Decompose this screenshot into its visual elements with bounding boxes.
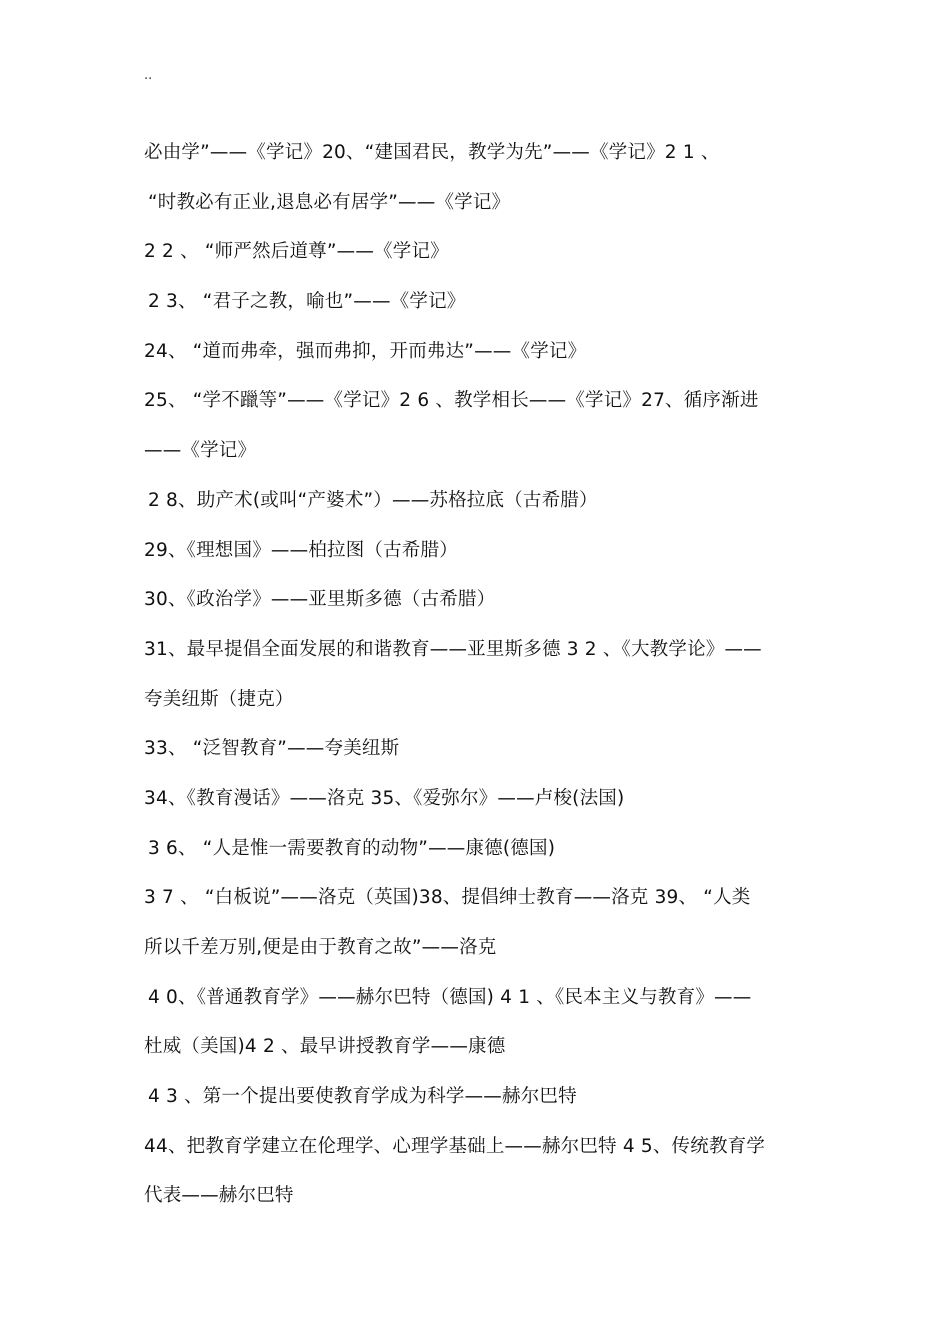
text-line: 必由学”——《学记》20、“建国君民，教学为先”——《学记》2 1 、 <box>144 142 720 163</box>
text-line: 代表——赫尔巴特 <box>144 1185 294 1207</box>
text-line: 30、《政治学》——亚里斯多德（古希腊） <box>144 589 496 611</box>
document-body <box>144 128 824 1221</box>
text-line: 44、把教育学建立在伦理学、心理学基础上——赫尔巴特 4 5、传统教育学 <box>144 1135 766 1157</box>
text-line: 4 3 、第一个提出要使教育学成为科学——赫尔巴特 <box>148 1086 577 1108</box>
text-line: 31、最早提倡全面发展的和谐教育——亚里斯多德 3 2 、《大教学论》—— <box>144 638 762 660</box>
text-line: 29、《理想国》——柏拉图（古希腊） <box>144 539 458 561</box>
text-line: 杜威（美国)4 2 、最早讲授教育学——康德 <box>144 1036 506 1058</box>
text-line: 2 3、 “君子之教，喻也”——《学记》 <box>148 291 466 313</box>
text-line: 2 2 、 “师严然后道尊”——《学记》 <box>144 241 449 263</box>
text-line: 4 0、《普通教育学》——赫尔巴特（德国) 4 1 、《民本主义与教育》—— <box>148 986 752 1008</box>
text-line: 33、 “泛智教育”——夸美纽斯 <box>144 738 400 760</box>
text-line: 2 8、助产术(或叫“产婆术”）——苏格拉底（古希腊） <box>148 489 598 511</box>
text-line: 34、《教育漫话》——洛克 35、《爱弥尔》——卢梭(法国) <box>144 787 625 809</box>
text-line: 夸美纽斯（捷克） <box>144 688 294 710</box>
text-line: 25、 “学不躐等”——《学记》2 6 、教学相长——《学记》27、循序渐进 <box>144 390 759 412</box>
text-line: 所以千差万别,便是由于教育之故”——洛克 <box>144 937 497 958</box>
text-line: 24、 “道而弗牵，强而弗抑，开而弗达”——《学记》 <box>144 340 587 362</box>
header-mark: .. <box>144 68 153 83</box>
text-line: ——《学记》 <box>144 440 257 462</box>
text-line: “时教必有正业,退息必有居学”——《学记》 <box>148 191 511 213</box>
text-line: 3 7 、 “白板说”——洛克（英国)38、提倡绅士教育——洛克 39、 “人类 <box>144 887 751 909</box>
text-line: 3 6、 “人是惟一需要教育的动物”——康德(德国) <box>148 837 556 859</box>
